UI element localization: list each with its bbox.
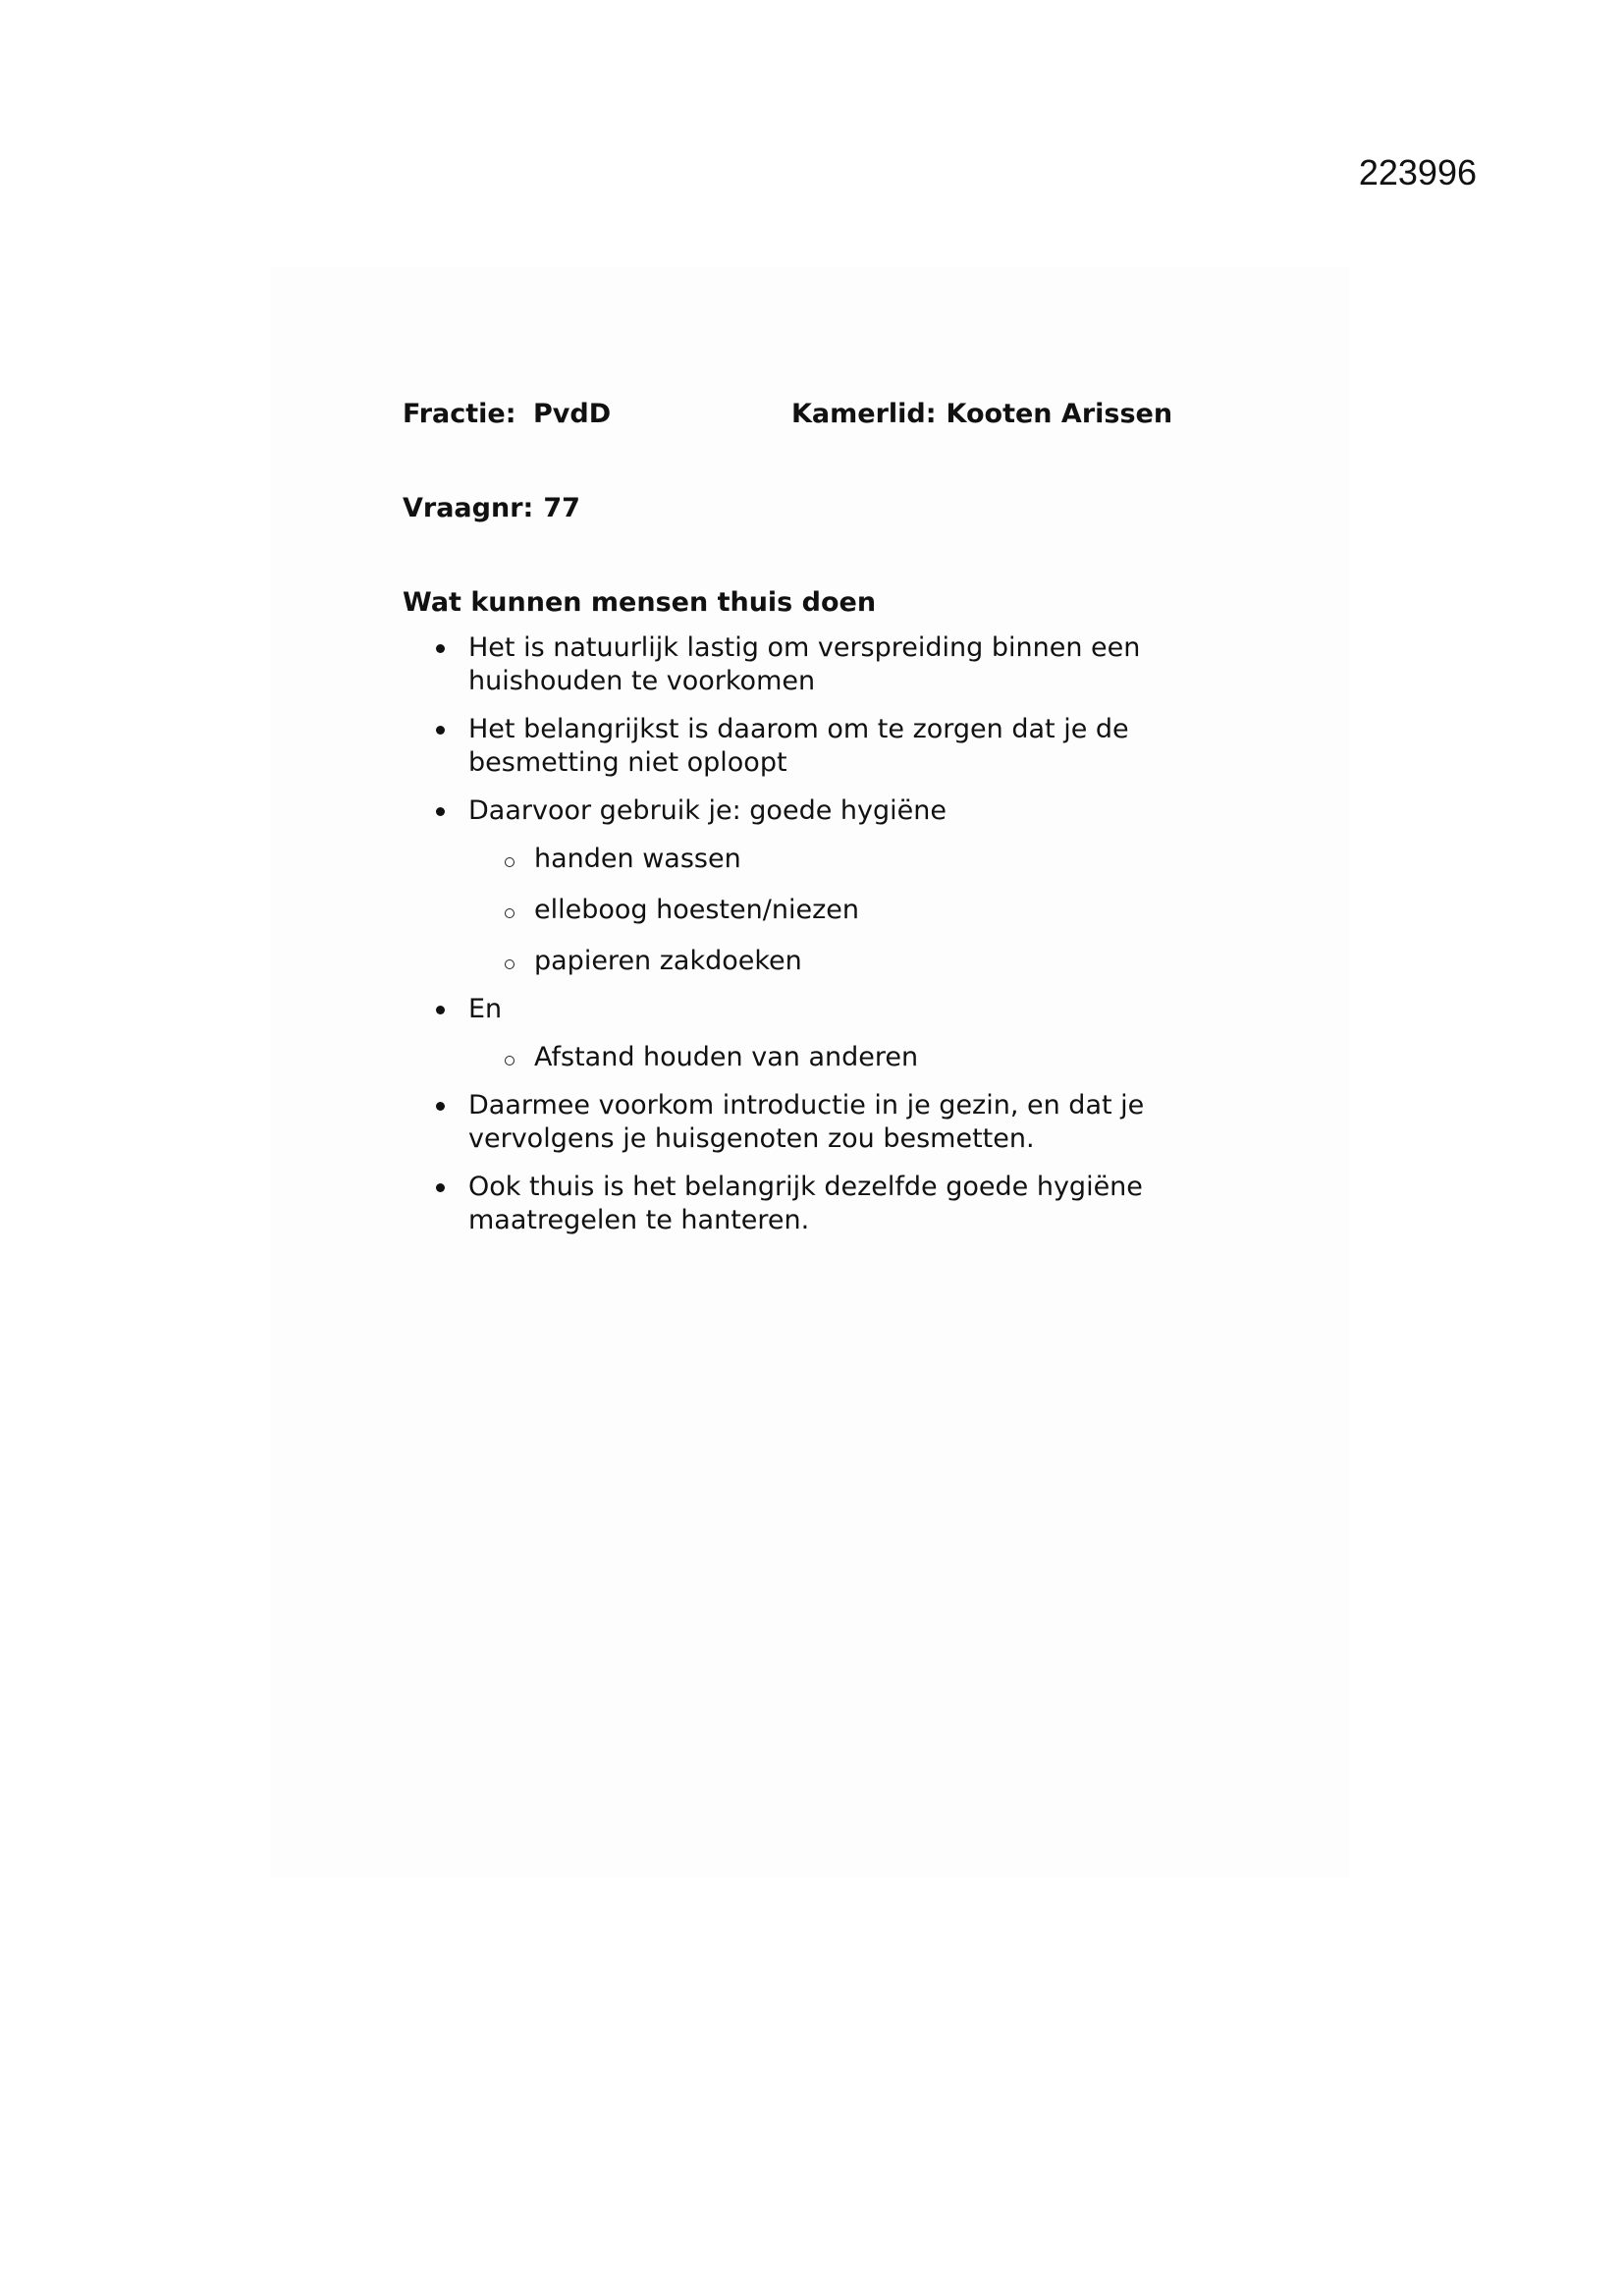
- fractie-value: PvdD: [533, 399, 612, 429]
- list-item-text: Daarvoor gebruik je: goede hygiëne: [468, 795, 947, 826]
- list-item: [403, 1171, 1175, 1237]
- document-number: 223996: [1358, 152, 1477, 192]
- bullet-list: [403, 631, 1286, 1237]
- list-item-text: En: [468, 994, 503, 1024]
- bullet-icon: [436, 1183, 445, 1192]
- meta-row: [403, 398, 1286, 431]
- bullet-icon: [436, 1102, 445, 1111]
- list-item-text: Het is natuurlijk lastig om verspreiding binnen een huishouden te voorkomen: [468, 632, 1141, 696]
- kamerlid-label: Kamerlid:: [791, 399, 937, 429]
- bullet-icon: [436, 644, 445, 653]
- vraagnr-field: [403, 492, 1286, 525]
- sub-list-item: [468, 945, 1175, 978]
- kamerlid-value: Kooten Arissen: [946, 399, 1173, 429]
- sub-list-item-text: Afstand houden van anderen: [534, 1042, 919, 1072]
- section-heading: Wat kunnen mensen thuis doen: [403, 587, 877, 618]
- sub-list-item-text: papieren zakdoeken: [534, 946, 802, 976]
- bullet-icon: [436, 807, 445, 816]
- list-item: [403, 631, 1175, 698]
- circle-bullet-icon: [505, 908, 514, 918]
- sub-list: [468, 1041, 1175, 1074]
- list-item-text: Daarmee voorkom introductie in je gezin, en dat je vervolgens je huisgenoten zou besmetten.: [468, 1090, 1145, 1154]
- vraagnr-value: 77: [543, 493, 580, 523]
- sub-list-item: [468, 843, 1175, 876]
- kamerlid-field: [791, 398, 1172, 431]
- list-item: [403, 1089, 1175, 1156]
- list-item-text: Het belangrijkst is daarom om te zorgen dat je de besmetting niet oploopt: [468, 714, 1129, 778]
- fractie-label: Fractie:: [403, 399, 516, 429]
- bullet-icon: [436, 1006, 445, 1014]
- circle-bullet-icon: [505, 857, 514, 867]
- sub-list-item-text: handen wassen: [534, 844, 741, 874]
- sub-list-item: [468, 894, 1175, 927]
- sub-list: [468, 843, 1175, 978]
- list-item: [403, 794, 1175, 978]
- document-body: [403, 398, 1286, 1252]
- list-item: [403, 713, 1175, 780]
- sub-list-item-text: elleboog hoesten/niezen: [534, 895, 859, 925]
- vraagnr-label: Vraagnr:: [403, 493, 534, 523]
- bullet-icon: [436, 726, 445, 735]
- circle-bullet-icon: [505, 1056, 514, 1066]
- fractie-field: [403, 398, 791, 431]
- list-item-text: Ook thuis is het belangrijk dezelfde goede hygiëne maatregelen te hanteren.: [468, 1172, 1143, 1235]
- list-item: [403, 993, 1175, 1074]
- circle-bullet-icon: [505, 959, 514, 969]
- sub-list-item: [468, 1041, 1175, 1074]
